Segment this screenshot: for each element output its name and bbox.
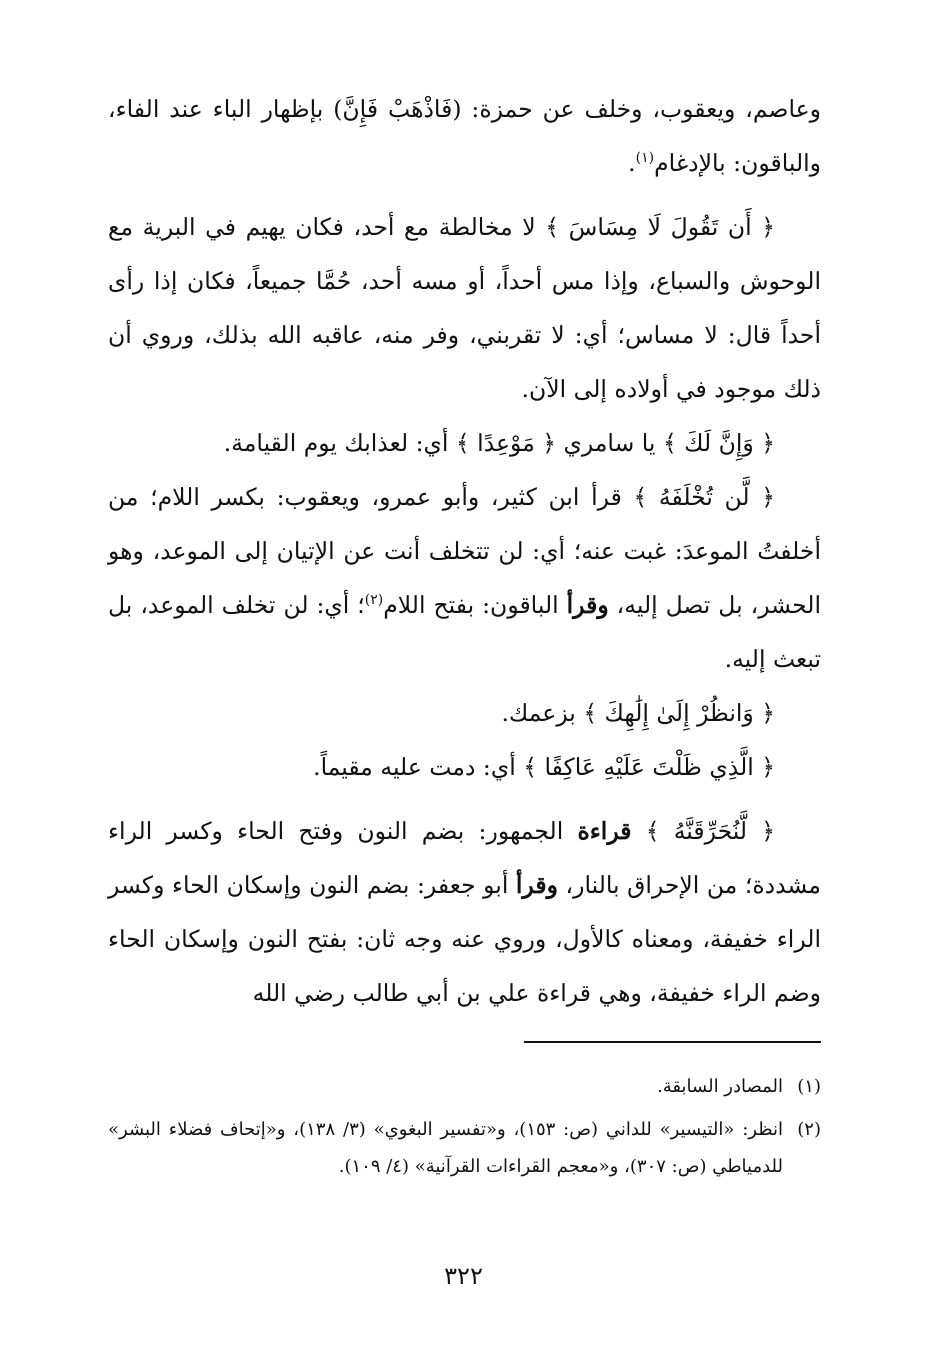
page-number: ٣٢٢ — [444, 1262, 483, 1290]
emphasis-text: وقرأ — [566, 591, 609, 619]
paragraph-2 — [108, 200, 821, 416]
footnote-reference: (١) — [635, 150, 655, 167]
paragraph-5 — [108, 686, 821, 740]
footnote-1 — [108, 1068, 821, 1105]
quran-verse: ﴿ مَوْعِدًا ﴾ — [455, 429, 557, 457]
text-run: بإظهار الباء عند الفاء، والباقون: بالإدغام — [108, 95, 821, 177]
paragraph-7 — [108, 804, 821, 1020]
text-run: الجمهور: بضم النون وفتح الحاء وكسر الراء مشددة؛ من الإحراق بالنار، — [108, 817, 821, 899]
text-run: أبو جعفر: بضم النون وإسكان الحاء وكسر الراء خفيفة، ومعناه كالأول، وروي عنه وجه ثان: بفتح النون وإسكان الحاء وضم الراء خفيفة، وهي قراءة علي بن أبي طالب رضي الله — [108, 871, 821, 1007]
quran-verse: ﴿ لَّنُحَرِّقَنَّهُ ﴾ — [645, 817, 775, 845]
paragraph-3 — [108, 416, 821, 470]
emphasis-text: وقرأ — [515, 871, 558, 899]
footnote-number: (١) — [797, 1076, 821, 1097]
quran-verse: ﴿ الَّذِي ظَلْتَ عَلَيْهِ عَاكِفًا ﴾ — [523, 753, 775, 781]
quran-verse: ﴿ أَن تَقُولَ لَا مِسَاسَ ﴾ — [545, 213, 775, 241]
quran-verse: ﴿ وَانظُرْ إِلَىٰ إِلَٰهِكَ ﴾ — [583, 699, 775, 727]
footnote-2 — [108, 1111, 821, 1185]
text-run: لا مخالطة مع أحد، فكان يهيم في البرية مع الوحوش والسباع، وإذا مس أحداً، أو مسه أحد، حُمَّا جميعاً، فكان إذا رأى أحداً قال: لا مساس؛ أي: لا تقربني، وفر منه، عاقبه الله بذلك، وروي أن ذلك موجود في أولاده إلى الآن. — [108, 213, 821, 403]
footnote-text: انظر: «التيسير» للداني (ص: ١٥٣)، و«تفسير البغوي» (٣/ ١٣٨)، و«إتحاف فضلاء البشر» للدمياطي (ص: ٣٠٧)، و«معجم القراءات القرآنية» (٤/ ١٠٩). — [108, 1119, 783, 1177]
emphasis-text: قراءة — [577, 817, 632, 845]
text-run: أي: لعذابك يوم القيامة. — [223, 429, 456, 457]
text-run: وعاصم، ويعقوب، وخلف عن حمزة: — [461, 95, 821, 123]
paragraph-1 — [108, 82, 821, 190]
text-run: يا سامري — [556, 429, 663, 457]
text-run: أي: دمت عليه مقيماً. — [313, 753, 524, 781]
paragraph-4 — [108, 470, 821, 686]
text-run: قرأ ابن كثير، وأبو عمرو، ويعقوب: بكسر اللام؛ من أخلفتُ الموعدَ: غبت عنه؛ أي: لن تتخلف أنت عن الإتيان إلى الموعد، وهو الحشر، بل تصل إليه، — [108, 483, 821, 619]
footnote-reference: (٢) — [364, 592, 384, 609]
footnotes — [108, 1068, 821, 1191]
text-run: الباقون: بفتح اللام — [383, 591, 567, 619]
paragraph-6 — [108, 740, 821, 794]
footnote-number: (٢) — [797, 1119, 821, 1140]
footnote-text: المصادر السابقة. — [657, 1076, 783, 1097]
quran-verse: ﴿ وَإِنَّ لَكَ ﴾ — [662, 429, 775, 457]
main-text — [108, 82, 821, 1020]
text-run — [632, 817, 646, 845]
quran-verse: ﴿ لَّن تُخْلَفَهُ ﴾ — [633, 483, 775, 511]
footnote-separator — [524, 1041, 821, 1043]
text-run: . — [628, 149, 636, 177]
text-run: بزعمك. — [501, 699, 584, 727]
text-run: ؛ أي: لن تخلف الموعد، بل تبعث إليه. — [108, 591, 821, 673]
quran-verse: (فَاذْهَبْ فَإِنَّ) — [333, 95, 462, 123]
